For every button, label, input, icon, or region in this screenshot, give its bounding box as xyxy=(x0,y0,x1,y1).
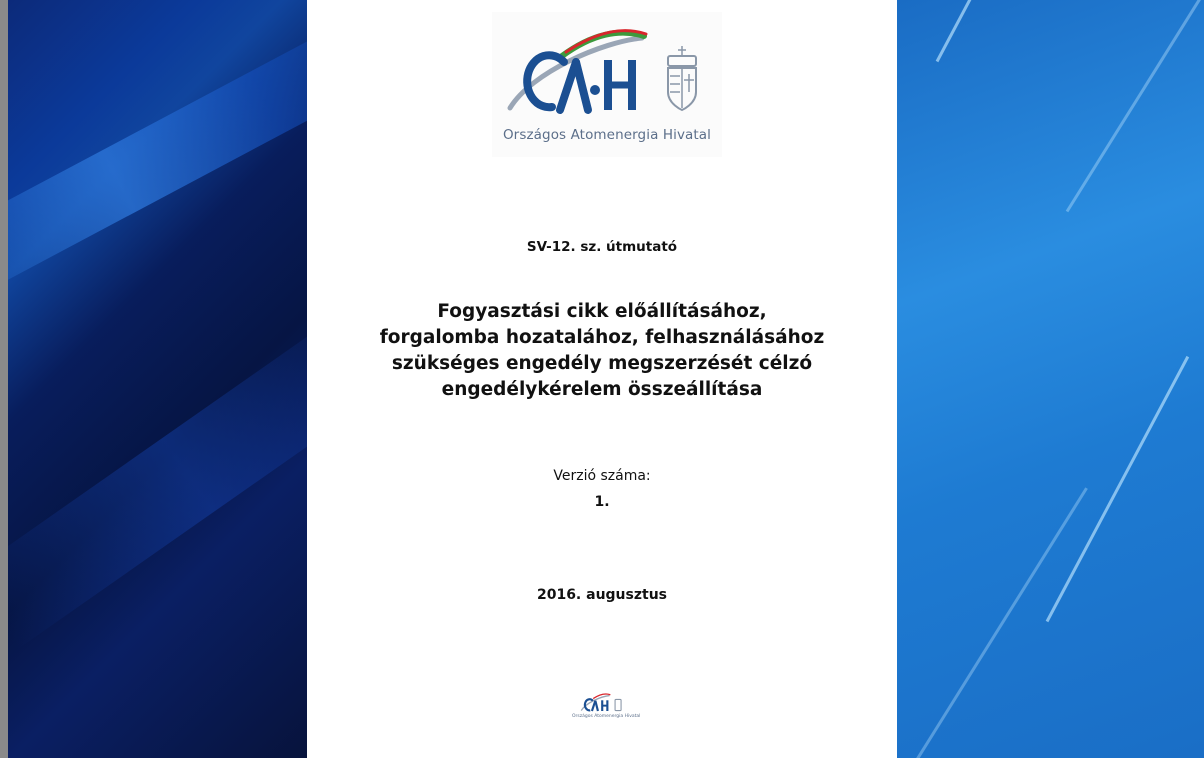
oah-logo xyxy=(492,12,722,157)
footer-organization-name: Országos Atomenergia Hivatal xyxy=(572,714,641,719)
footer-oah-logo-mark xyxy=(572,690,632,714)
light-streak xyxy=(1046,356,1189,622)
title-line: szükséges engedély megszerzését célzó xyxy=(391,353,813,374)
document-page xyxy=(307,0,897,758)
version-label: Verzió száma: xyxy=(553,468,651,484)
publication-date: 2016. augusztus xyxy=(536,587,668,603)
cover-background-left xyxy=(8,0,307,758)
coat-of-arms-icon xyxy=(668,46,696,110)
footer-oah-logo xyxy=(572,690,641,724)
title-line: Fogyasztási cikk előállításához, xyxy=(437,301,767,322)
light-streak xyxy=(916,487,1088,758)
version-number: 1. xyxy=(594,494,610,510)
viewer-window-edge xyxy=(0,0,8,758)
title-line: forgalomba hozatalához, felhasználásához xyxy=(379,327,825,348)
light-streak xyxy=(936,0,1089,62)
cover-background-right xyxy=(897,0,1204,758)
organization-name: Országos Atomenergia Hivatal xyxy=(502,127,712,143)
title-line: engedélykérelem összeállítása xyxy=(441,379,763,400)
light-streak xyxy=(1066,0,1204,212)
document-id: SV-12. sz. útmutató xyxy=(526,239,678,255)
coat-of-arms-icon xyxy=(615,699,621,710)
document-title xyxy=(307,299,897,403)
oah-logo-mark xyxy=(492,12,722,124)
